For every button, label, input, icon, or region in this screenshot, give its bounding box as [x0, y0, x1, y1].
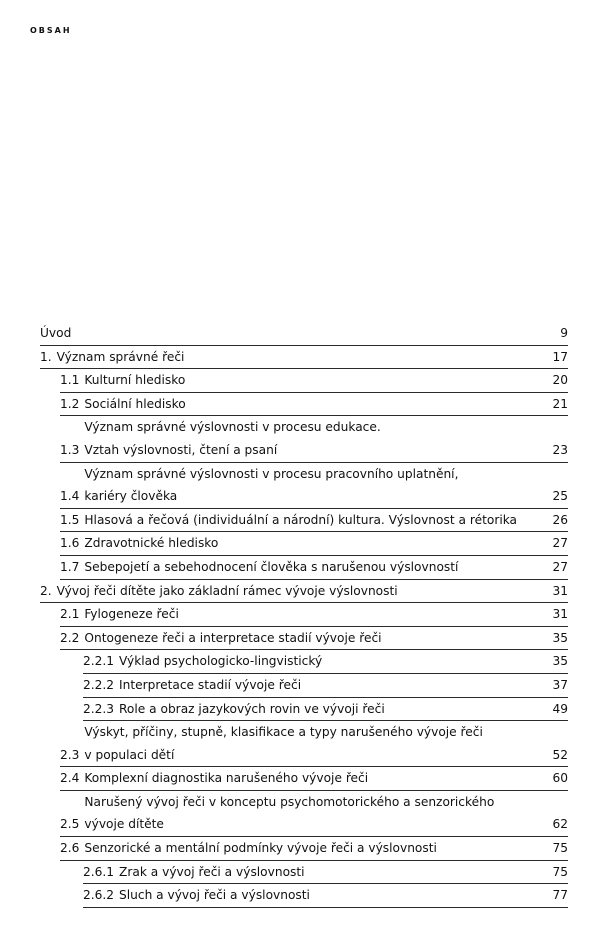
table-of-contents	[40, 322, 568, 908]
toc-entry-page-number: 20	[552, 373, 568, 388]
toc-entry-title-line: kariéry člověka	[84, 489, 178, 504]
toc-entry-title-line: Kulturní hledisko	[84, 373, 186, 388]
toc-entry-title-line: Vztah výslovnosti, čtení a psaní	[84, 442, 278, 457]
toc-entry-title	[119, 698, 538, 721]
toc-entry	[60, 627, 568, 651]
toc-entry-title	[84, 416, 538, 461]
toc-entry-number: 2.6.1	[83, 864, 115, 879]
toc-entry	[83, 884, 568, 908]
toc-entry-page-number: 52	[552, 747, 568, 762]
toc-entry-page-number: 35	[552, 654, 568, 669]
toc-entry-title-line: Sociální hledisko	[84, 396, 186, 411]
toc-entry-number: 2.3	[60, 747, 80, 762]
toc-entry-title	[119, 650, 538, 673]
running-header: OBSAH	[30, 26, 72, 35]
toc-entry-title-line: Úvod	[40, 326, 72, 340]
toc-entry-page-number: 17	[552, 349, 568, 364]
toc-entry-page-number: 25	[552, 489, 568, 504]
toc-entry	[60, 603, 568, 627]
toc-entry-page-number: 31	[552, 583, 568, 598]
toc-entry-page-number: 75	[552, 841, 568, 856]
toc-entry-title-line: Senzorické a mentální podmínky vývoje řeči a výslovnosti	[84, 841, 437, 856]
toc-entry-title	[119, 861, 538, 884]
toc-entry-title-line: Zrak a vývoj řeči a výslovnosti	[119, 864, 305, 879]
toc-entry-number: 2.5	[60, 817, 80, 832]
toc-entry-page-number: 31	[552, 607, 568, 622]
toc-entry-title-line: Vývoj řeči dítěte jako základní rámec vývoje výslovnosti	[56, 583, 398, 598]
toc-entry	[60, 416, 568, 462]
toc-entry-number: 1.6	[60, 536, 80, 551]
toc-entry-title-line: Význam správné výslovnosti v procesu pracovního uplatnění,	[84, 466, 459, 481]
toc-entry-page-number: 26	[552, 512, 568, 527]
toc-entry	[83, 674, 568, 698]
toc-entry	[83, 861, 568, 885]
toc-entry-title	[84, 393, 538, 416]
toc-entry-page-number: 60	[552, 771, 568, 786]
toc-entry	[60, 509, 568, 533]
toc-entry-title	[84, 767, 538, 790]
toc-entry-title-line: Výklad psychologicko-lingvistický	[119, 654, 323, 669]
toc-entry-title	[84, 463, 538, 508]
toc-entry	[60, 767, 568, 791]
toc-entry-title	[84, 509, 538, 532]
toc-entry-page-number: 37	[552, 677, 568, 692]
toc-entry-number: 1.4	[60, 489, 80, 504]
toc-entry-page-number: 49	[552, 701, 568, 716]
toc-entry-page-number: 9	[560, 326, 568, 340]
toc-entry-title	[57, 580, 538, 603]
toc-entry-title-line: Ontogeneze řeči a interpretace stadií vývoje řeči	[84, 630, 382, 645]
toc-entry-title	[84, 721, 538, 766]
toc-entry	[60, 721, 568, 767]
toc-entry-title	[84, 837, 538, 860]
toc-entry-title-line: Interpretace stadií vývoje řeči	[119, 677, 302, 692]
toc-entry-title-line: Význam správné výslovnosti v procesu edukace.	[84, 420, 381, 435]
toc-entry	[60, 393, 568, 417]
toc-entry-number: 2.	[40, 583, 52, 598]
toc-entry-page-number: 23	[552, 442, 568, 457]
toc-entry-title-line: Výskyt, příčiny, stupně, klasifikace a typy narušeného vývoje řeči	[84, 725, 483, 740]
toc-entry	[60, 556, 568, 580]
toc-entry-number: 2.4	[60, 771, 80, 786]
toc-entry-title	[84, 791, 538, 836]
toc-entry-title	[84, 532, 538, 555]
toc-entry	[60, 369, 568, 393]
toc-entry-number: 1.3	[60, 442, 80, 457]
toc-entry-number: 2.2	[60, 630, 80, 645]
toc-entry-title-line: Sluch a vývoj řeči a výslovnosti	[119, 888, 310, 903]
toc-entry	[83, 650, 568, 674]
toc-entry-page-number: 27	[552, 559, 568, 574]
toc-entry-title-line: Význam správné řeči	[56, 349, 185, 364]
toc-entry-page-number: 21	[552, 396, 568, 411]
toc-entry-title	[84, 627, 538, 650]
toc-entry	[60, 791, 568, 837]
toc-entry-number: 1.7	[60, 559, 80, 574]
toc-entry	[60, 837, 568, 861]
toc-entry	[40, 322, 568, 346]
toc-entry-title	[40, 322, 538, 345]
toc-entry-title-line: Sebepojetí a sebehodnocení člověka s narušenou výslovností	[84, 559, 459, 574]
toc-entry-number: 2.2.1	[83, 654, 115, 669]
toc-entry-number: 2.1	[60, 607, 80, 622]
toc-entry-page-number: 62	[552, 817, 568, 832]
toc-entry-title	[57, 346, 538, 369]
toc-entry-title	[84, 603, 538, 626]
toc-entry-title-line: Fylogeneze řeči	[84, 607, 179, 622]
toc-entry-number: 1.5	[60, 512, 80, 527]
toc-entry	[60, 463, 568, 509]
toc-entry-title-line: Komplexní diagnostika narušeného vývoje řeči	[84, 771, 369, 786]
toc-entry-title-line: Hlasová a řečová (individuální a národní) kultura. Výslovnost a rétorika	[84, 512, 518, 527]
toc-entry-number: 1.	[40, 349, 52, 364]
toc-entry-title	[119, 674, 538, 697]
toc-entry-title	[84, 369, 538, 392]
toc-entry	[83, 698, 568, 722]
toc-entry-title-line: Zdravotnické hledisko	[84, 536, 219, 551]
toc-entry-title-line: Narušený vývoj řeči v konceptu psychomotorického a senzorického	[84, 794, 495, 809]
toc-entry-page-number: 35	[552, 630, 568, 645]
toc-entry-title	[119, 884, 538, 907]
toc-entry-page-number: 75	[552, 864, 568, 879]
toc-entry-number: 1.2	[60, 396, 80, 411]
toc-entry	[60, 532, 568, 556]
toc-entry-title-line: Role a obraz jazykových rovin ve vývoji řeči	[119, 701, 385, 716]
toc-entry-title-line: v populaci dětí	[84, 747, 175, 762]
toc-entry-number: 1.1	[60, 373, 80, 388]
toc-entry-number: 2.2.2	[83, 677, 115, 692]
toc-entry-number: 2.2.3	[83, 701, 115, 716]
toc-entry-number: 2.6	[60, 841, 80, 856]
toc-entry-page-number: 77	[552, 888, 568, 903]
toc-entry	[40, 580, 568, 604]
toc-entry-title	[84, 556, 538, 579]
toc-entry-number: 2.6.2	[83, 888, 115, 903]
toc-entry-title-line: vývoje dítěte	[84, 817, 164, 832]
toc-entry-page-number: 27	[552, 536, 568, 551]
toc-entry	[40, 346, 568, 370]
